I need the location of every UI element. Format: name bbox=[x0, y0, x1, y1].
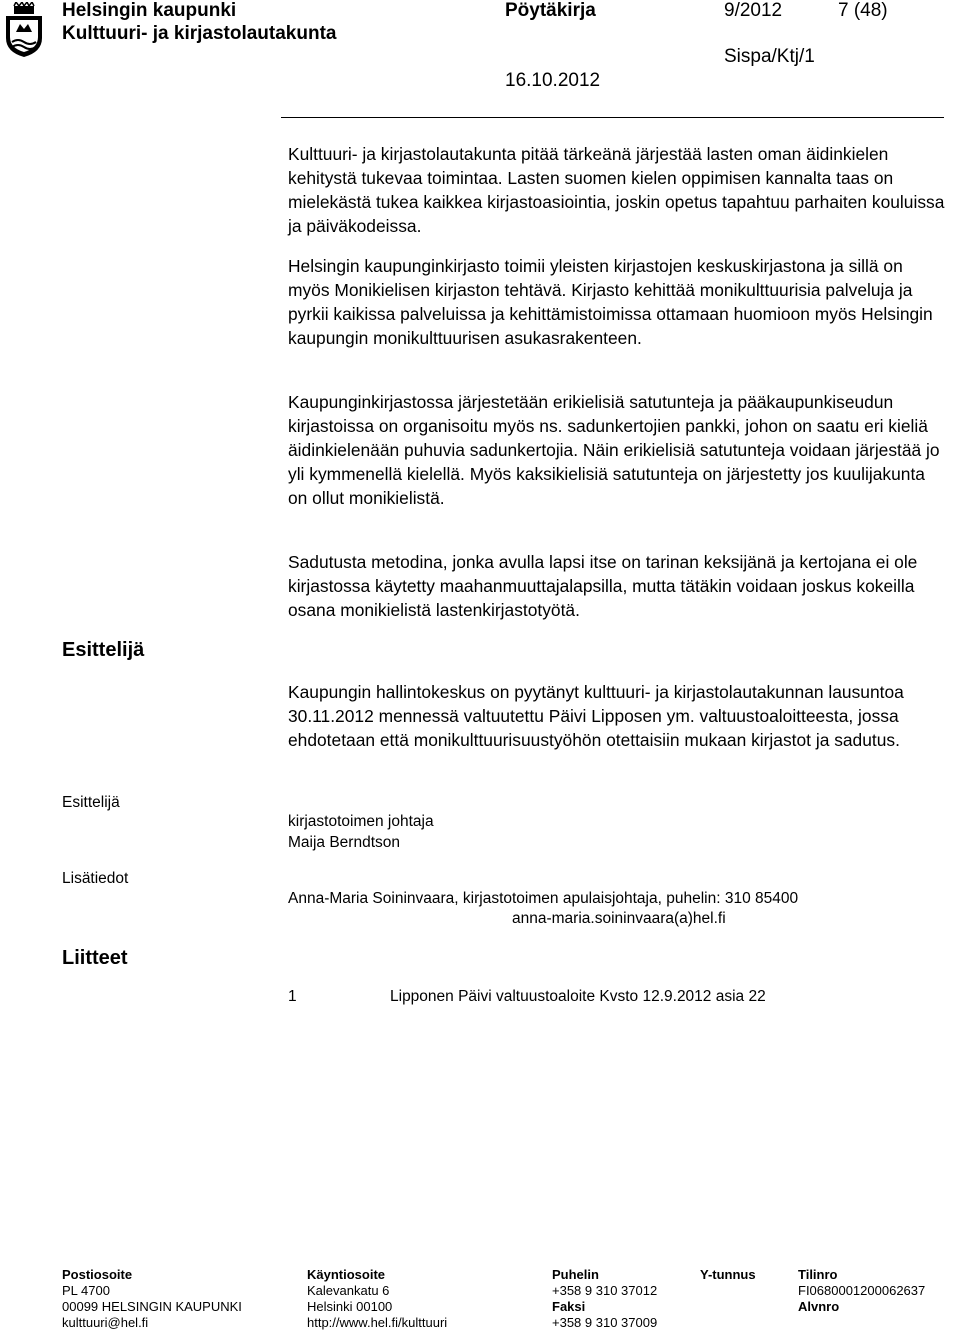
helsinki-crest-icon bbox=[2, 2, 46, 58]
presenter-name: Maija Berndtson bbox=[288, 834, 401, 851]
footer-business-id-label: Y-tunnus bbox=[700, 1267, 756, 1282]
footer-visit-line1: Kalevankatu 6 bbox=[307, 1283, 390, 1298]
footer-visit-label: Käyntiosoite bbox=[307, 1267, 386, 1282]
footer-vat-label: Alvnro bbox=[798, 1299, 840, 1314]
attachment-number: 1 bbox=[288, 988, 297, 1005]
footer-email: kulttuuri@hel.fi bbox=[62, 1315, 149, 1330]
body-paragraph: Helsingin kaupunginkirjasto toimii yleisten kirjastojen keskuskirjastona ja sillä on myös Monikielisen kirjaston tehtävä. Kirjasto kehittää monikulttuurisia palveluja ja pyrkii kaikissa palveluissa ja kehittämistoimissa ottamaan huomioon myös Helsingin kaupungin monikulttuurisen asukasrakenteen. bbox=[288, 256, 933, 348]
footer-account-value: FI0680001200062637 bbox=[798, 1283, 926, 1298]
info-email: anna-maria.soininvaara(a)hel.fi bbox=[512, 910, 726, 927]
unit-name: Kulttuuri- ja kirjastolautakunta bbox=[62, 23, 337, 44]
info-label: Lisätiedot bbox=[62, 870, 129, 887]
footer-phone-value: +358 9 310 37012 bbox=[552, 1283, 658, 1298]
presenter-label: Esittelijä bbox=[62, 794, 120, 811]
footer-fax-label: Faksi bbox=[552, 1299, 586, 1314]
body-paragraph: Kaupunginkirjastossa järjestetään erikielisiä satutunteja ja pääkaupunkiseudun kirjastoissa on organisoitu myös ns. sadunkertojien pankki, johon on saatu eri kieliä äidinkielenään puhuvia sadunkertojia. Näin erikielisiä satutunteja voidaan järjestää jo yli kymmenellä kielellä. Myös kaksikielisiä satutunteja on järjestetty jos kuulijakunta on ollut monikielistä. bbox=[288, 392, 940, 508]
document-type: Pöytäkirja bbox=[505, 0, 596, 21]
footer-visit-line2: Helsinki 00100 bbox=[307, 1299, 393, 1314]
footer-website: http://www.hel.fi/kulttuuri bbox=[307, 1315, 448, 1330]
footer-postal bbox=[62, 1267, 242, 1331]
header-divider bbox=[281, 117, 944, 118]
body-paragraph: Kaupungin hallintokeskus on pyytänyt kulttuuri- ja kirjastolautakunnan lausuntoa 30.11.2012 mennessä valtuutettu Päivi Lipposen ym. valtuustoaloitteesta, jossa ehdotetaan että monikulttuurisuustyöhön otettaisiin mukaan kirjastot ja sadutus. bbox=[288, 682, 904, 750]
presenter-heading: Esittelijä bbox=[62, 639, 145, 661]
document-number: 9/2012 bbox=[724, 0, 783, 21]
body-paragraph: Sadutusta metodina, jonka avulla lapsi itse on tarinan keksijänä ja kertojana ei ole kirjastossa käytetty maahanmuuttajalapsilla, mutta tätäkin voidaan joskus kokeilla osana monikielistä lastenkirjastotyötä. bbox=[288, 552, 918, 620]
footer-visit bbox=[307, 1267, 447, 1331]
organization-name: Helsingin kaupunki bbox=[62, 0, 237, 21]
footer-business-id bbox=[700, 1267, 756, 1283]
document-date: 16.10.2012 bbox=[505, 70, 601, 91]
body-paragraph: Kulttuuri- ja kirjastolautakunta pitää tärkeänä järjestää lasten oman äidinkielen kehitystä tukevaa toimintaa. Lasten suomen kielen oppimisen kannalta taas on mielekästä tukea kaikkea kirjastoasiointia, joskin opetus tapahtuu parhaiten kouluissa ja päiväkodeissa. bbox=[288, 144, 945, 236]
footer-account bbox=[798, 1267, 925, 1315]
info-contact: Anna-Maria Soininvaara, kirjastotoimen apulaisjohtaja, puhelin: 310 85400 bbox=[288, 890, 799, 907]
attachments-heading: Liitteet bbox=[62, 947, 128, 969]
footer-account-label: Tilinro bbox=[798, 1267, 838, 1282]
footer-phone-label: Puhelin bbox=[552, 1267, 599, 1282]
attachment-title: Lipponen Päivi valtuustoaloite Kvsto 12.9.2012 asia 22 bbox=[390, 988, 766, 1005]
footer-postal-line1: PL 4700 bbox=[62, 1283, 110, 1298]
presenter-title: kirjastotoimen johtaja bbox=[288, 813, 434, 830]
footer-postal-label: Postiosoite bbox=[62, 1267, 133, 1282]
footer-postal-line2: 00099 HELSINGIN KAUPUNKI bbox=[62, 1299, 242, 1314]
page-number: 7 (48) bbox=[838, 0, 888, 21]
reference-code: Sispa/Ktj/1 bbox=[724, 46, 815, 67]
footer-phone bbox=[552, 1267, 657, 1331]
footer-fax-value: +358 9 310 37009 bbox=[552, 1315, 658, 1330]
